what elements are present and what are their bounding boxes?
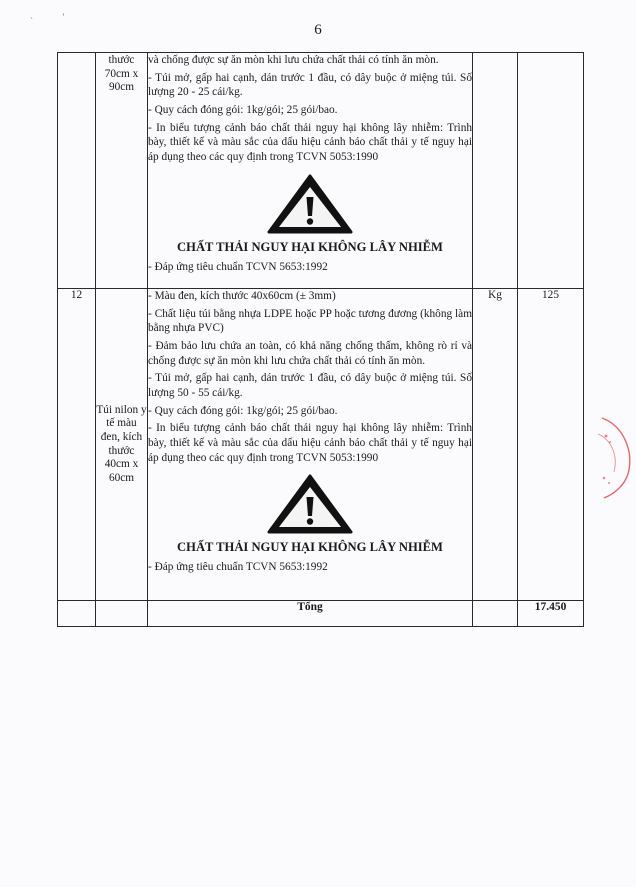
item-description xyxy=(148,289,473,601)
desc-line: - Túi mở, gấp hai cạnh, dán trước 1 đầu, có dây buộc ở miệng túi. Số lượng 50 - 55 cái/kg. xyxy=(148,372,472,400)
desc-line: - In biểu tượng cảnh báo chất thải nguy hại không lây nhiễm: Trình bày, thiết kế và màu sắc của dấu hiệu cảnh báo chất thải y tế nguy hại áp dụng theo các quy định trong TCVN 5053:1990 xyxy=(148,121,472,164)
standard-line: - Đáp ứng tiêu chuẩn TCVN 5653:1992 xyxy=(148,561,328,574)
total-spacer xyxy=(58,601,96,627)
quantity-cell xyxy=(518,53,584,289)
desc-line: - Chất liệu túi bằng nhựa LDPE hoặc PP hoặc tương đương (không làm bằng nhựa PVC) xyxy=(148,307,472,335)
total-label: Tổng xyxy=(148,601,473,627)
unit-cell: Kg xyxy=(473,289,518,601)
total-spacer xyxy=(473,601,518,627)
total-row xyxy=(58,601,584,627)
item-description xyxy=(148,53,473,289)
table-row xyxy=(58,289,584,601)
row-index: 12 xyxy=(58,289,96,601)
desc-line: - Màu đen, kích thước 40x60cm (± 3mm) xyxy=(148,290,336,302)
standard-line: - Đáp ứng tiêu chuẩn TCVN 5653:1992 xyxy=(148,260,328,273)
warning-title: CHẤT THẢI NGUY HẠI KHÔNG LÂY NHIỄM xyxy=(177,540,443,555)
desc-line: - In biểu tượng cảnh báo chất thải nguy hại không lây nhiễm: Trình bày, thiết kế và màu sắc của dấu hiệu cảnh báo chất thải y tế nguy hại áp dụng theo các quy định trong TCVN 5053:1990 xyxy=(148,422,472,464)
total-value: 17.450 xyxy=(518,601,584,627)
quantity-cell: 125 xyxy=(518,289,584,601)
scan-mark-left: ` xyxy=(30,16,33,26)
warning-triangle-icon xyxy=(148,173,472,238)
desc-line: - Đảm bảo lưu chứa an toàn, có khả năng chống thấm, không rò rỉ và chống được sự ăn mòn khi lưu chứa chất thải có tính ăn mòn. xyxy=(148,340,472,367)
item-name: thước 70cm x 90cm xyxy=(96,53,148,289)
stamp-seal xyxy=(594,412,636,502)
total-spacer xyxy=(96,601,148,627)
spec-table xyxy=(57,52,584,627)
desc-line: - Quy cách đóng gói: 1kg/gói; 25 gói/bao. xyxy=(148,404,338,417)
warning-triangle-icon xyxy=(148,473,472,538)
warning-title: CHẤT THẢI NGUY HẠI KHÔNG LÂY NHIỄM xyxy=(177,239,443,254)
unit-cell xyxy=(473,53,518,289)
desc-line: - Quy cách đóng gói: 1kg/gói; 25 gói/bao. xyxy=(148,104,338,117)
page-number: 6 xyxy=(314,22,322,38)
item-name: Túi nilon y tế màu đen, kích thước 40cm x 60cm xyxy=(96,289,148,601)
scan-mark-right: ʼ xyxy=(62,12,65,22)
table-row xyxy=(58,53,584,289)
desc-line: và chống được sự ăn mòn khi lưu chứa chất thải có tính ăn mòn. xyxy=(148,54,439,66)
desc-line: - Túi mở, gấp hai cạnh, dán trước 1 đầu, có dây buộc ở miệng túi. Số lượng 20 - 25 cái/kg. xyxy=(148,71,472,99)
row-index xyxy=(58,53,96,289)
